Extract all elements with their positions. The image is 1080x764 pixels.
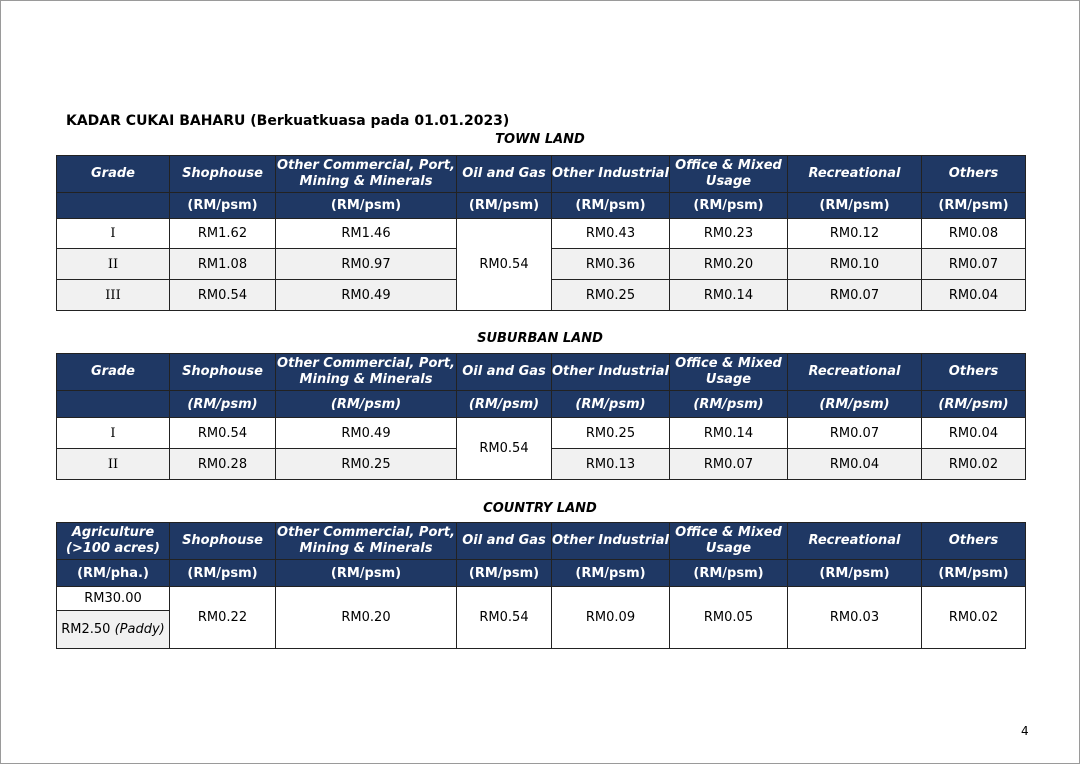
unit-cell: (RM/pha.) xyxy=(57,560,170,587)
header-oil-gas: Oil and Gas xyxy=(457,156,552,193)
others-rate: RM0.04 xyxy=(922,280,1026,311)
unit-row xyxy=(57,560,1026,587)
unit-cell: (RM/psm) xyxy=(457,560,552,587)
office-rate: RM0.05 xyxy=(670,587,788,649)
suburban-land-title: SUBURBAN LAND xyxy=(477,331,603,346)
oil-gas-rate: RM0.54 xyxy=(457,587,552,649)
header-row xyxy=(57,156,1026,193)
unit-cell: (RM/psm) xyxy=(552,193,670,219)
recreational-rate: RM0.10 xyxy=(788,249,922,280)
shophouse-rate: RM0.22 xyxy=(170,587,276,649)
recreational-rate: RM0.07 xyxy=(788,418,922,449)
unit-cell: (RM/psm) xyxy=(788,560,922,587)
header-other-industrial: Other Industrial xyxy=(552,354,670,391)
paddy-rate-cell xyxy=(57,611,170,649)
unit-cell: (RM/psm) xyxy=(922,193,1026,219)
unit-row xyxy=(57,391,1026,418)
recreational-rate: RM0.04 xyxy=(788,449,922,480)
paddy-rate: RM2.50 xyxy=(61,622,111,637)
unit-cell-empty xyxy=(57,391,170,418)
town-land-table xyxy=(56,155,1026,311)
office-rate: RM0.14 xyxy=(670,280,788,311)
shophouse-rate: RM1.08 xyxy=(170,249,276,280)
unit-cell: (RM/psm) xyxy=(788,391,922,418)
unit-cell: (RM/psm) xyxy=(922,391,1026,418)
unit-cell: (RM/psm) xyxy=(457,391,552,418)
page-number: 4 xyxy=(1021,724,1029,738)
header-other-industrial: Other Industrial xyxy=(552,156,670,193)
unit-cell: (RM/psm) xyxy=(276,391,457,418)
others-rate: RM0.08 xyxy=(922,219,1026,249)
industrial-rate: RM0.25 xyxy=(552,418,670,449)
unit-cell: (RM/psm) xyxy=(276,560,457,587)
recreational-rate: RM0.03 xyxy=(788,587,922,649)
unit-cell: (RM/psm) xyxy=(170,391,276,418)
shophouse-rate: RM0.54 xyxy=(170,418,276,449)
paddy-note: (Paddy) xyxy=(114,622,165,637)
town-land-title: TOWN LAND xyxy=(495,132,585,147)
office-rate: RM0.20 xyxy=(670,249,788,280)
grade-cell: II xyxy=(57,449,170,480)
table-row xyxy=(57,587,1026,611)
header-row xyxy=(57,354,1026,391)
unit-cell: (RM/psm) xyxy=(788,193,922,219)
header-shophouse: Shophouse xyxy=(170,523,276,560)
table-row xyxy=(57,219,1026,249)
commercial-rate: RM1.46 xyxy=(276,219,457,249)
commercial-rate: RM0.20 xyxy=(276,587,457,649)
header-recreational: Recreational xyxy=(788,156,922,193)
header-grade: Grade xyxy=(57,354,170,391)
unit-cell: (RM/psm) xyxy=(276,193,457,219)
grade-cell: I xyxy=(57,219,170,249)
others-rate: RM0.02 xyxy=(922,587,1026,649)
header-recreational: Recreational xyxy=(788,354,922,391)
document-title: KADAR CUKAI BAHARU (Berkuatkuasa pada 01.01.2023) xyxy=(66,113,510,129)
oil-gas-rate: RM0.54 xyxy=(457,418,552,480)
header-other-commercial: Other Commercial, Port, Mining & Minerals xyxy=(276,354,457,391)
unit-row xyxy=(57,193,1026,219)
office-rate: RM0.23 xyxy=(670,219,788,249)
header-other-industrial: Other Industrial xyxy=(552,523,670,560)
unit-cell: (RM/psm) xyxy=(552,391,670,418)
agriculture-rate: RM30.00 xyxy=(57,587,170,611)
office-rate: RM0.07 xyxy=(670,449,788,480)
unit-cell: (RM/psm) xyxy=(170,560,276,587)
shophouse-rate: RM0.54 xyxy=(170,280,276,311)
header-office-mixed: Office & Mixed Usage xyxy=(670,523,788,560)
header-others: Others xyxy=(922,156,1026,193)
others-rate: RM0.04 xyxy=(922,418,1026,449)
country-land-table xyxy=(56,522,1026,649)
commercial-rate: RM0.97 xyxy=(276,249,457,280)
commercial-rate: RM0.25 xyxy=(276,449,457,480)
industrial-rate: RM0.09 xyxy=(552,587,670,649)
header-agriculture: Agriculture (>100 acres) xyxy=(57,523,170,560)
others-rate: RM0.02 xyxy=(922,449,1026,480)
header-office-mixed: Office & Mixed Usage xyxy=(670,354,788,391)
industrial-rate: RM0.43 xyxy=(552,219,670,249)
others-rate: RM0.07 xyxy=(922,249,1026,280)
unit-cell: (RM/psm) xyxy=(922,560,1026,587)
unit-cell: (RM/psm) xyxy=(552,560,670,587)
unit-cell: (RM/psm) xyxy=(670,193,788,219)
recreational-rate: RM0.07 xyxy=(788,280,922,311)
commercial-rate: RM0.49 xyxy=(276,418,457,449)
header-other-commercial: Other Commercial, Port, Mining & Minerals xyxy=(276,156,457,193)
table-row xyxy=(57,418,1026,449)
office-rate: RM0.14 xyxy=(670,418,788,449)
shophouse-rate: RM1.62 xyxy=(170,219,276,249)
grade-cell: I xyxy=(57,418,170,449)
industrial-rate: RM0.25 xyxy=(552,280,670,311)
header-oil-gas: Oil and Gas xyxy=(457,523,552,560)
header-row xyxy=(57,523,1026,560)
oil-gas-rate: RM0.54 xyxy=(457,219,552,311)
unit-cell: (RM/psm) xyxy=(170,193,276,219)
header-shophouse: Shophouse xyxy=(170,354,276,391)
unit-cell-empty xyxy=(57,193,170,219)
industrial-rate: RM0.36 xyxy=(552,249,670,280)
unit-cell: (RM/psm) xyxy=(670,560,788,587)
suburban-land-table xyxy=(56,353,1026,480)
header-others: Others xyxy=(922,523,1026,560)
grade-cell: III xyxy=(57,280,170,311)
recreational-rate: RM0.12 xyxy=(788,219,922,249)
commercial-rate: RM0.49 xyxy=(276,280,457,311)
unit-cell: (RM/psm) xyxy=(457,193,552,219)
header-office-mixed: Office & Mixed Usage xyxy=(670,156,788,193)
header-grade: Grade xyxy=(57,156,170,193)
industrial-rate: RM0.13 xyxy=(552,449,670,480)
grade-cell: II xyxy=(57,249,170,280)
header-other-commercial: Other Commercial, Port, Mining & Minerals xyxy=(276,523,457,560)
header-others: Others xyxy=(922,354,1026,391)
header-oil-gas: Oil and Gas xyxy=(457,354,552,391)
country-land-title: COUNTRY LAND xyxy=(483,501,597,516)
header-recreational: Recreational xyxy=(788,523,922,560)
header-shophouse: Shophouse xyxy=(170,156,276,193)
shophouse-rate: RM0.28 xyxy=(170,449,276,480)
unit-cell: (RM/psm) xyxy=(670,391,788,418)
